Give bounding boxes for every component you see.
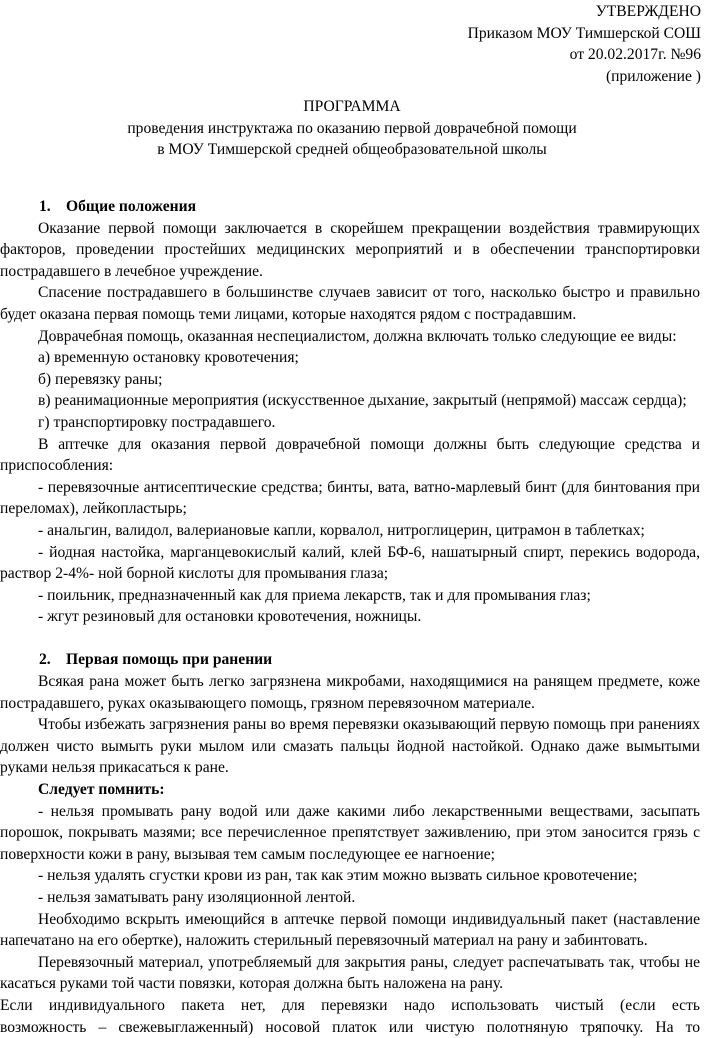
list-item: - нельзя промывать рану водой или даже какими либо лекарственными веществами, засыпать порошок, покрывать мазями; все перечисленное препятствует заживлению, при этом заносится грязь с поверхности кожи в рану, вызывая тем самым последующее ее нагноение; — [0, 802, 700, 863]
program-subtitle-line1: проведения инструктажа по оказанию первой доврачебной помощи — [127, 119, 577, 137]
section-title: Первая помощь при ранении — [66, 651, 273, 669]
list-item: в) реанимационные мероприятия (искусственное дыхание, закрытый (непрямой) массаж сердца); — [38, 392, 687, 410]
paragraph: Необходимо вскрыть имеющийся в аптечке первой помощи индивидуальный пакет (наставление напечатано на его обертке), наложить стерильный перевязочный материал на рану и забинтовать. — [0, 910, 700, 950]
paragraph: В аптечке для оказания первой доврачебной помощи должны быть следующие средства и приспособления: — [0, 435, 700, 475]
list-item: - нельзя удалять сгустки крови из ран, так как этим можно вызвать сильное кровотечение; — [38, 867, 638, 885]
section-number: 2. — [39, 651, 51, 669]
list-item: - поильник, предназначенный как для приема лекарств, так и для промывания глаз; — [38, 586, 591, 604]
list-item: г) транспортировку пострадавшего. — [38, 413, 276, 431]
approval-stamp — [468, 1, 701, 87]
paragraph: Спасение пострадавшего в большинстве случаев зависит от того, насколько быстро и правильно будет оказана первая помощь теми лицами, которые находятся рядом с пострадавшим. — [0, 284, 700, 323]
section-title: Общие положения — [66, 198, 197, 215]
paragraph: Всякая рана может быть легко загрязнена микробами, находящимися на ранящем предмете, коже пострадавшего, руках оказывающего помощь, грязном перевязочном материале. — [0, 673, 700, 712]
spacer — [0, 628, 700, 650]
paragraph: Доврачебная помощь, оказанная неспециалистом, должна включать только следующие ее виды: — [38, 327, 677, 345]
list-item: - нельзя заматывать рану изоляционной лентой. — [38, 889, 356, 906]
document-body — [0, 196, 700, 1038]
approval-order: Приказом МОУ Тимшерской СОШ — [467, 24, 701, 42]
section-heading — [0, 196, 700, 218]
program-title-block — [0, 96, 704, 161]
paragraph: Чтобы избежать загрязнения раны во время перевязки оказывающий первую помощь при ранениях должен чисто вымыть руки мылом или смазать пальцы йодной настойкой. Однако даже вымытыми руками нельзя прикасаться к ране. — [0, 716, 700, 777]
paragraph: Оказание первой помощи заключается в скорейшем прекращении воздействия травмирующих факторов, проведении простейших медицинских мероприятий и в обеспечении транспортировки пострадавшего в лечебное учреждение. — [0, 219, 700, 280]
paragraph: Перевязочный материал, употребляемый для закрытия раны, следует распечатывать так, чтобы не касаться руками той части повязки, которая должна быть наложена на рану. — [0, 953, 700, 993]
paragraph-line: возможность – свежевыглаженный) носовой платок или чистую полотняную тряпочку. На то — [0, 1018, 700, 1036]
approval-date: от 20.02.2017г. №96 — [569, 46, 701, 64]
list-item: - йодная настойка, марганцевокислый калий, клей БФ-6, нашатырный спирт, перекись водорода, раствор 2-4%- ной борной кислоты для промывания глаза; — [0, 543, 700, 583]
paragraph-line: Если индивидуального пакета нет, для перевязки надо использовать чистый (если есть — [0, 996, 700, 1014]
list-item: - жгут резиновый для остановки кровотечения, ножницы. — [38, 608, 422, 626]
section-number: 1. — [39, 198, 51, 215]
remember-heading: Следует помнить: — [38, 781, 165, 799]
list-item: - анальгин, валидол, валериановые капли, корвалол, нитроглицерин, цитрамон в таблетках; — [38, 521, 645, 539]
list-item: б) перевязку раны; — [38, 370, 163, 388]
section-heading — [0, 649, 700, 671]
approval-title: УТВЕРЖДЕНО — [595, 3, 701, 20]
program-subtitle-line2: в МОУ Тимшерской средней общеобразовательной школы — [157, 141, 547, 159]
program-heading: ПРОГРАММА — [303, 98, 401, 115]
approval-appendix: (приложение ) — [605, 67, 701, 85]
list-item: - перевязочные антисептические средства; бинты, вата, ватно-марлевый бинт (для бинтования при переломах), лейкопластырь; — [0, 478, 700, 518]
list-item: а) временную остановку кровотечения; — [38, 349, 299, 367]
